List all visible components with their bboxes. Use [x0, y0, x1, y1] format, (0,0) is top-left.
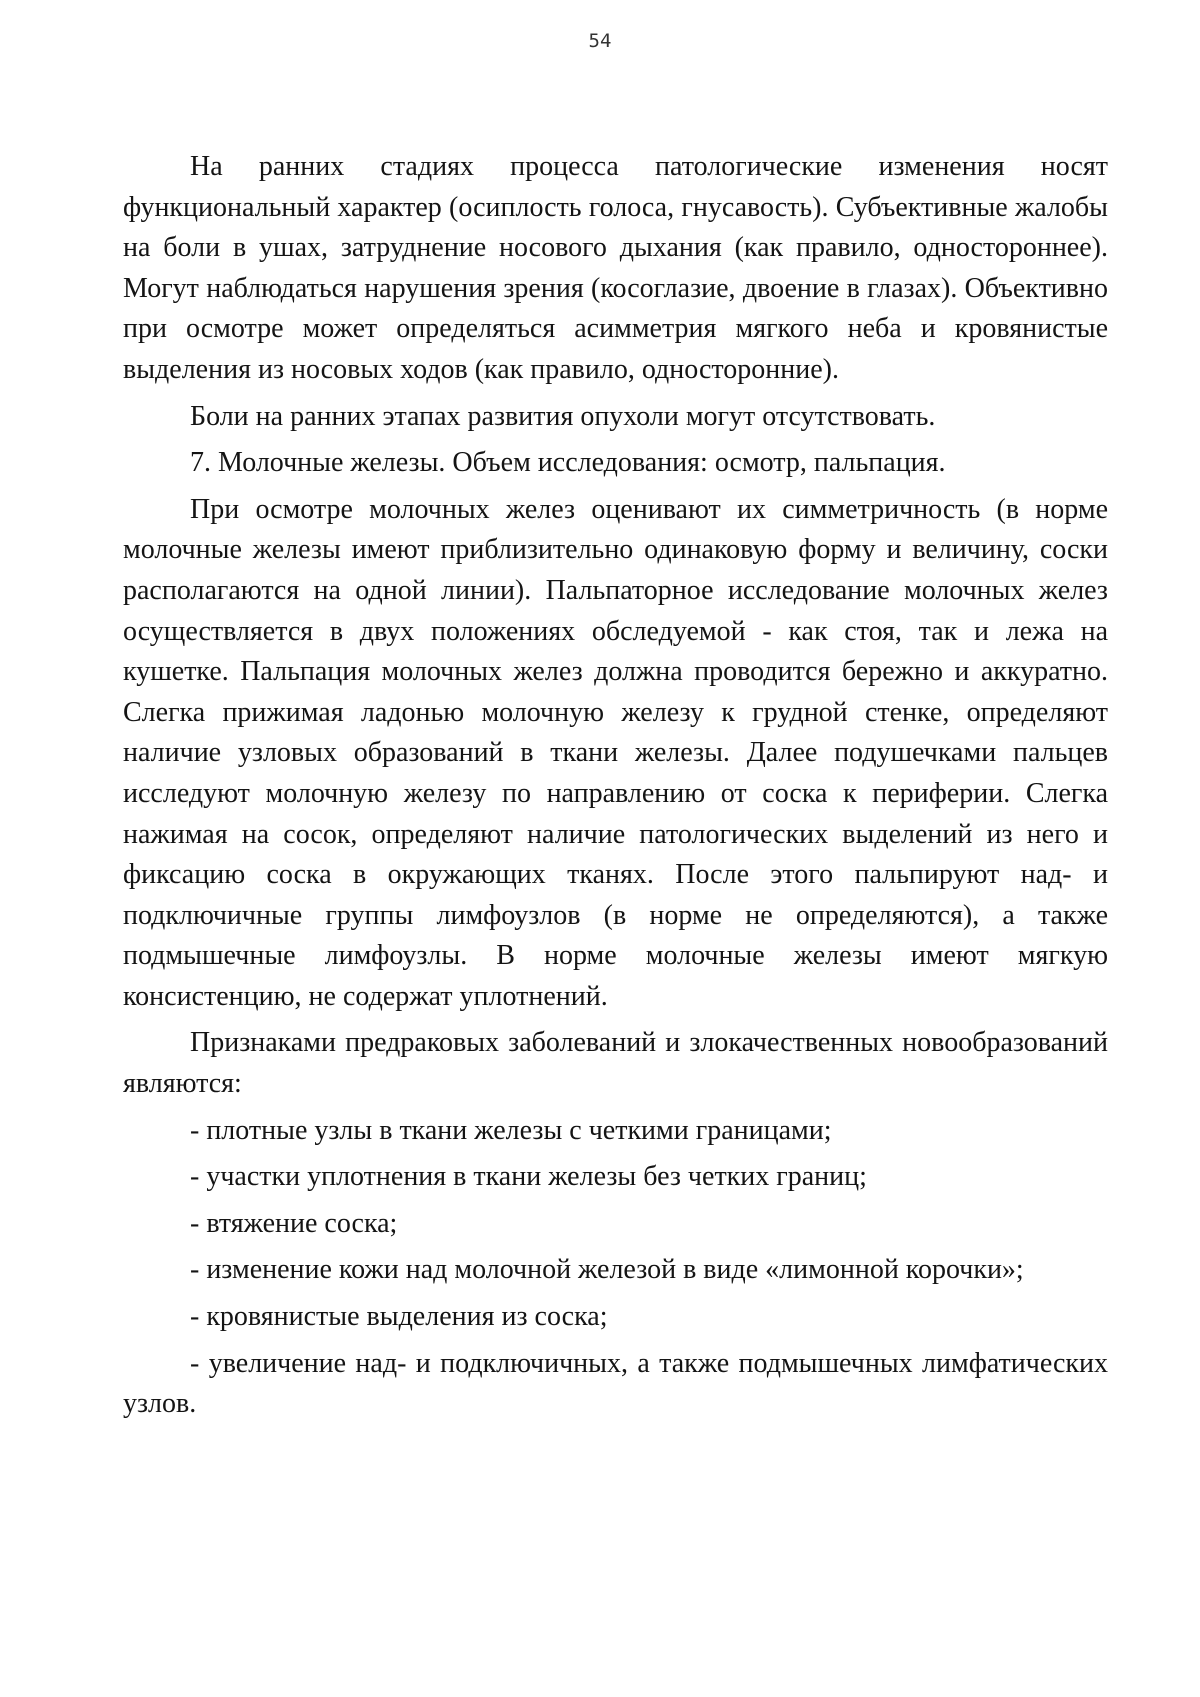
list-item: - увеличение над- и подключичных, а также подмышечных лимфатических узлов. — [123, 1347, 1108, 1420]
paragraph-signs-intro: Признаками предраковых заболеваний и злокачественных новообразований являются: — [123, 1027, 1108, 1100]
list-item: - изменение кожи над молочной железой в виде «лимонной корочки»; — [190, 1254, 1024, 1286]
list-item: - участки уплотнения в ткани железы без четких границ; — [190, 1161, 867, 1193]
paragraph-pain: Боли на ранних этапах развития опухоли могут отсутствовать. — [190, 400, 936, 432]
page-body — [123, 147, 1108, 1425]
paragraph-symptoms: На ранних стадиях процесса патологические изменения носят функциональный характер (осиплость голоса, гнусавость). Субъективные жалобы на боли в ушах, затруднение носового дыхания (как правило, одностороннее). Могут наблюдаться нарушения зрения (косоглазие, двоение в глазах). Объективно при осмотре может определяться асимметрия мягкого неба и кровянистые выделения из носовых ходов (как правило, односторонние). — [123, 151, 1108, 385]
list-item: - плотные узлы в ткани железы с четкими границами; — [190, 1114, 832, 1146]
list-item: - втяжение соска; — [190, 1207, 398, 1239]
list-item: - кровянистые выделения из соска; — [190, 1301, 608, 1333]
section-heading-breast: 7. Молочные железы. Объем исследования: осмотр, пальпация. — [190, 447, 946, 479]
page-number: 54 — [588, 30, 612, 52]
paragraph-examination: При осмотре молочных желез оценивают их симметричность (в норме молочные железы имеют приблизительно одинаковую форму и величину, соски располагаются на одной линии). Пальпаторное исследование молочных желез осуществляется в двух положениях обследуемой - как стоя, так и лежа на кушетке. Пальпация молочных желез должна проводится бережно и аккуратно. Слегка прижимая ладонью молочную железу к грудной стенке, определяют наличие узловых образований в ткани железы. Далее подушечками пальцев исследуют молочную железу по направлению от соска к периферии. Слегка нажимая на сосок, определяют наличие патологических выделений из него и фиксацию соска в окружающих тканях. После этого пальпируют над- и подключичные группы лимфоузлов (в норме не определяются), а также подмышечные лимфоузлы. В норме молочные железы имеют мягкую консистенцию, не содержат уплотнений. — [123, 493, 1108, 1012]
